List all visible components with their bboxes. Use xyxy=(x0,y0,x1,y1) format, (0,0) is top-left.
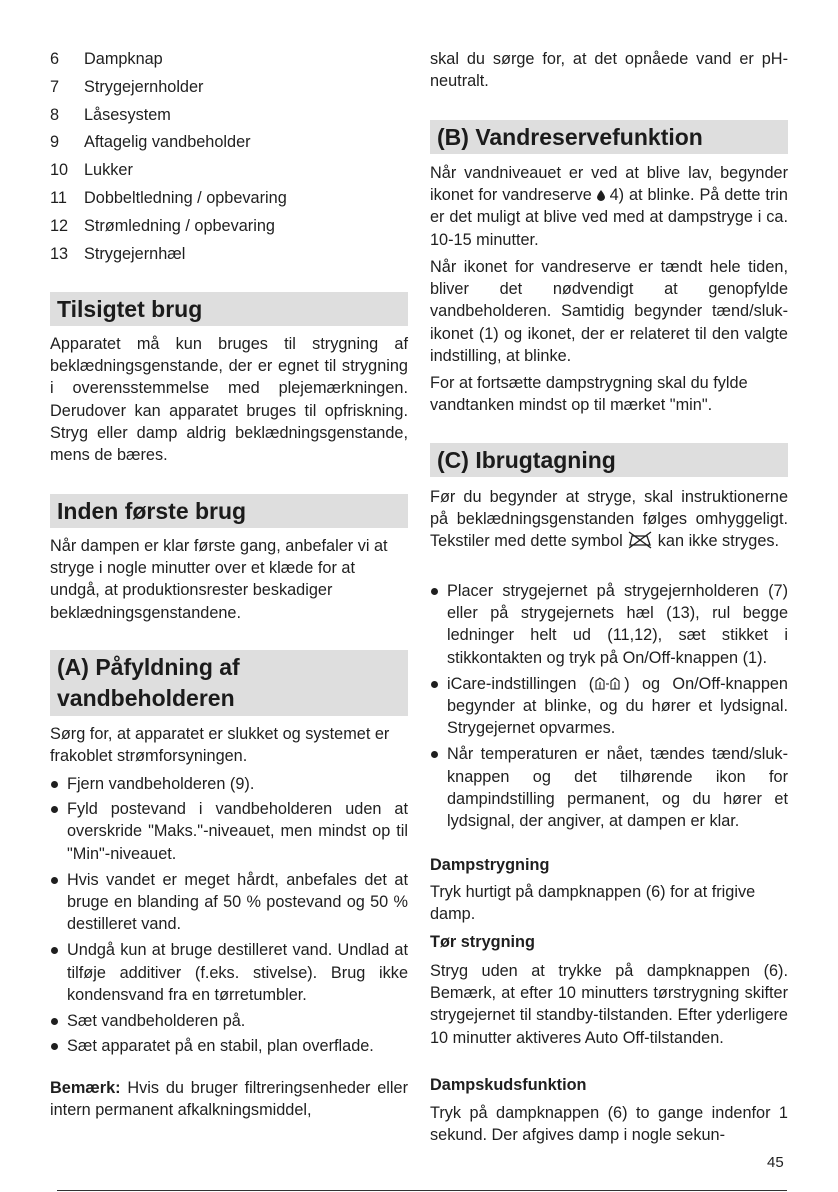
startup-bullets xyxy=(430,580,788,832)
list-item: Undgå kun at bruge destilleret vand. Undlad at tilføje additiver (f.eks. stivelse). Brug ikke kondensvand fra en tørretumbler. xyxy=(50,939,408,1006)
water-drop-icon xyxy=(597,190,605,201)
reserve-paragraph-2: Når ikonet for vandreserve er tændt hele tiden, bliver det nødvendigt at genopfylde vandbeholderen. Samtidig begynder tænd/sluk-ikonet (1) og ikonet, der er relateret til den valgte indstilling, at blinke. xyxy=(430,258,788,365)
steam-ironing-text: Tryk hurtigt på dampknappen (6) for at frigive damp. xyxy=(430,883,756,924)
list-item: Når temperaturen er nået, tændes tænd/sluk-knappen og det tilhørende ikon for dampindstilling permanent, og du hører et lydsignal, der angiver, at dampen er klar. xyxy=(430,743,788,832)
reserve-paragraph-1: Når vandniveauet er ved at blive lav, begynder ikonet for vandreserve 4) at blinke. På dette trin er det muligt at blive ved med at dampstryge i ca. 10-15 minutter. xyxy=(430,164,788,249)
page-number: 45 xyxy=(767,1154,784,1171)
list-item: 6 Dampknap xyxy=(50,50,163,68)
filling-bullets xyxy=(50,773,408,1057)
list-item: iCare-indstillingen ( ) og On/Off-knappen begynder at blinke, og du hører et lydsignal. Strygejernet opvarmes. xyxy=(430,673,788,740)
list-item: Fjern vandbeholderen (9). xyxy=(50,773,408,795)
list-item: 11 Dobbeltledning / opbevaring xyxy=(50,188,287,207)
heading-startup: (C) Ibrugtagning xyxy=(430,443,788,477)
list-item: 12 Strømledning / opbevaring xyxy=(50,216,275,235)
heading-filling: (A) Påfyldning af vandbeholderen xyxy=(50,650,408,716)
list-item: Hvis vandet er meget hårdt, anbefales det at bruge en blanding af 50 % postevand og 50 % destilleret vand. xyxy=(50,869,408,936)
parts-list xyxy=(50,48,408,270)
list-item: Placer strygejernet på strygejernholderen (7) eller på strygejernets hæl (13), rul begge ledninger helt ud (11,12), sæt stikket i stikkontakten og tryk på On/Off-knappen (1). xyxy=(430,580,788,669)
filling-note-continued: skal du sørge for, at det opnåede vand er pH-neutralt. xyxy=(430,50,788,91)
filling-intro: Sørg for, at apparatet er slukket og systemet er frakoblet strømforsyningen. xyxy=(50,725,390,766)
list-item: 8 Låsesystem xyxy=(50,105,171,124)
icare-icon xyxy=(594,676,624,692)
do-not-iron-icon xyxy=(627,530,653,550)
startup-intro: Før du begynder at stryge, skal instruktionerne på beklædningsgenstanden følges omhyggeligt. Tekstiler med dette symbol kan ikke stryges. xyxy=(430,488,788,551)
list-item: 10 Lukker xyxy=(50,161,133,180)
heading-intended-use: Tilsigtet brug xyxy=(50,292,408,326)
heading-water-reserve: (B) Vandreservefunktion xyxy=(430,120,788,154)
heading-steam-ironing: Dampstrygning xyxy=(430,856,550,874)
steam-burst-text: Tryk på dampknappen (6) to gange indenfor 1 sekund. Der afgives damp i nogle sekun- xyxy=(430,1104,788,1145)
note-label: Bemærk: xyxy=(50,1079,121,1097)
dry-ironing-text: Stryg uden at trykke på dampknappen (6). Bemærk, at efter 10 minutters tørstrygning skifter strygejernet til standby-tilstanden. Efter yderligere 10 minutter aktiveres Auto Off-tilstanden. xyxy=(430,962,788,1047)
heading-steam-burst: Dampskudsfunktion xyxy=(430,1076,587,1094)
reserve-paragraph-3: For at fortsætte dampstrygning skal du fylde vandtanken mindst op til mærket "min". xyxy=(430,374,748,415)
footer-divider xyxy=(57,1190,787,1191)
heading-dry-ironing: Tør strygning xyxy=(430,933,535,951)
list-item: Sæt vandbeholderen på. xyxy=(50,1010,408,1032)
intended-use-text: Apparatet må kun bruges til strygning af beklædningsgenstande, der er egnet til strygning i overensstemmelse med plejemærkningen. Derudover kan apparatet bruges til opfriskning. Stryg eller damp aldrig beklædningsgenstande, mens de bæres. xyxy=(50,335,408,465)
list-item: 9 Aftagelig vandbeholder xyxy=(50,133,251,152)
list-item: Fyld postevand i vandbeholderen uden at overskride "Maks."-niveauet, men mindst op til "Min"-niveauet. xyxy=(50,798,408,865)
before-first-use-text: Når dampen er klar første gang, anbefaler vi at stryge i nogle minutter over et klæde for at undgå, at produktionsrester beskadiger beklædningsgenstandene. xyxy=(50,537,388,622)
list-item: 7 Strygejernholder xyxy=(50,77,204,96)
list-item: Sæt apparatet på en stabil, plan overflade. xyxy=(50,1035,408,1057)
heading-before-first-use: Inden første brug xyxy=(50,494,408,528)
list-item: 13 Strygejernhæl xyxy=(50,244,186,263)
filling-note: Bemærk: Hvis du bruger filtreringsenheder eller intern permanent afkalkningsmiddel, xyxy=(50,1079,408,1120)
